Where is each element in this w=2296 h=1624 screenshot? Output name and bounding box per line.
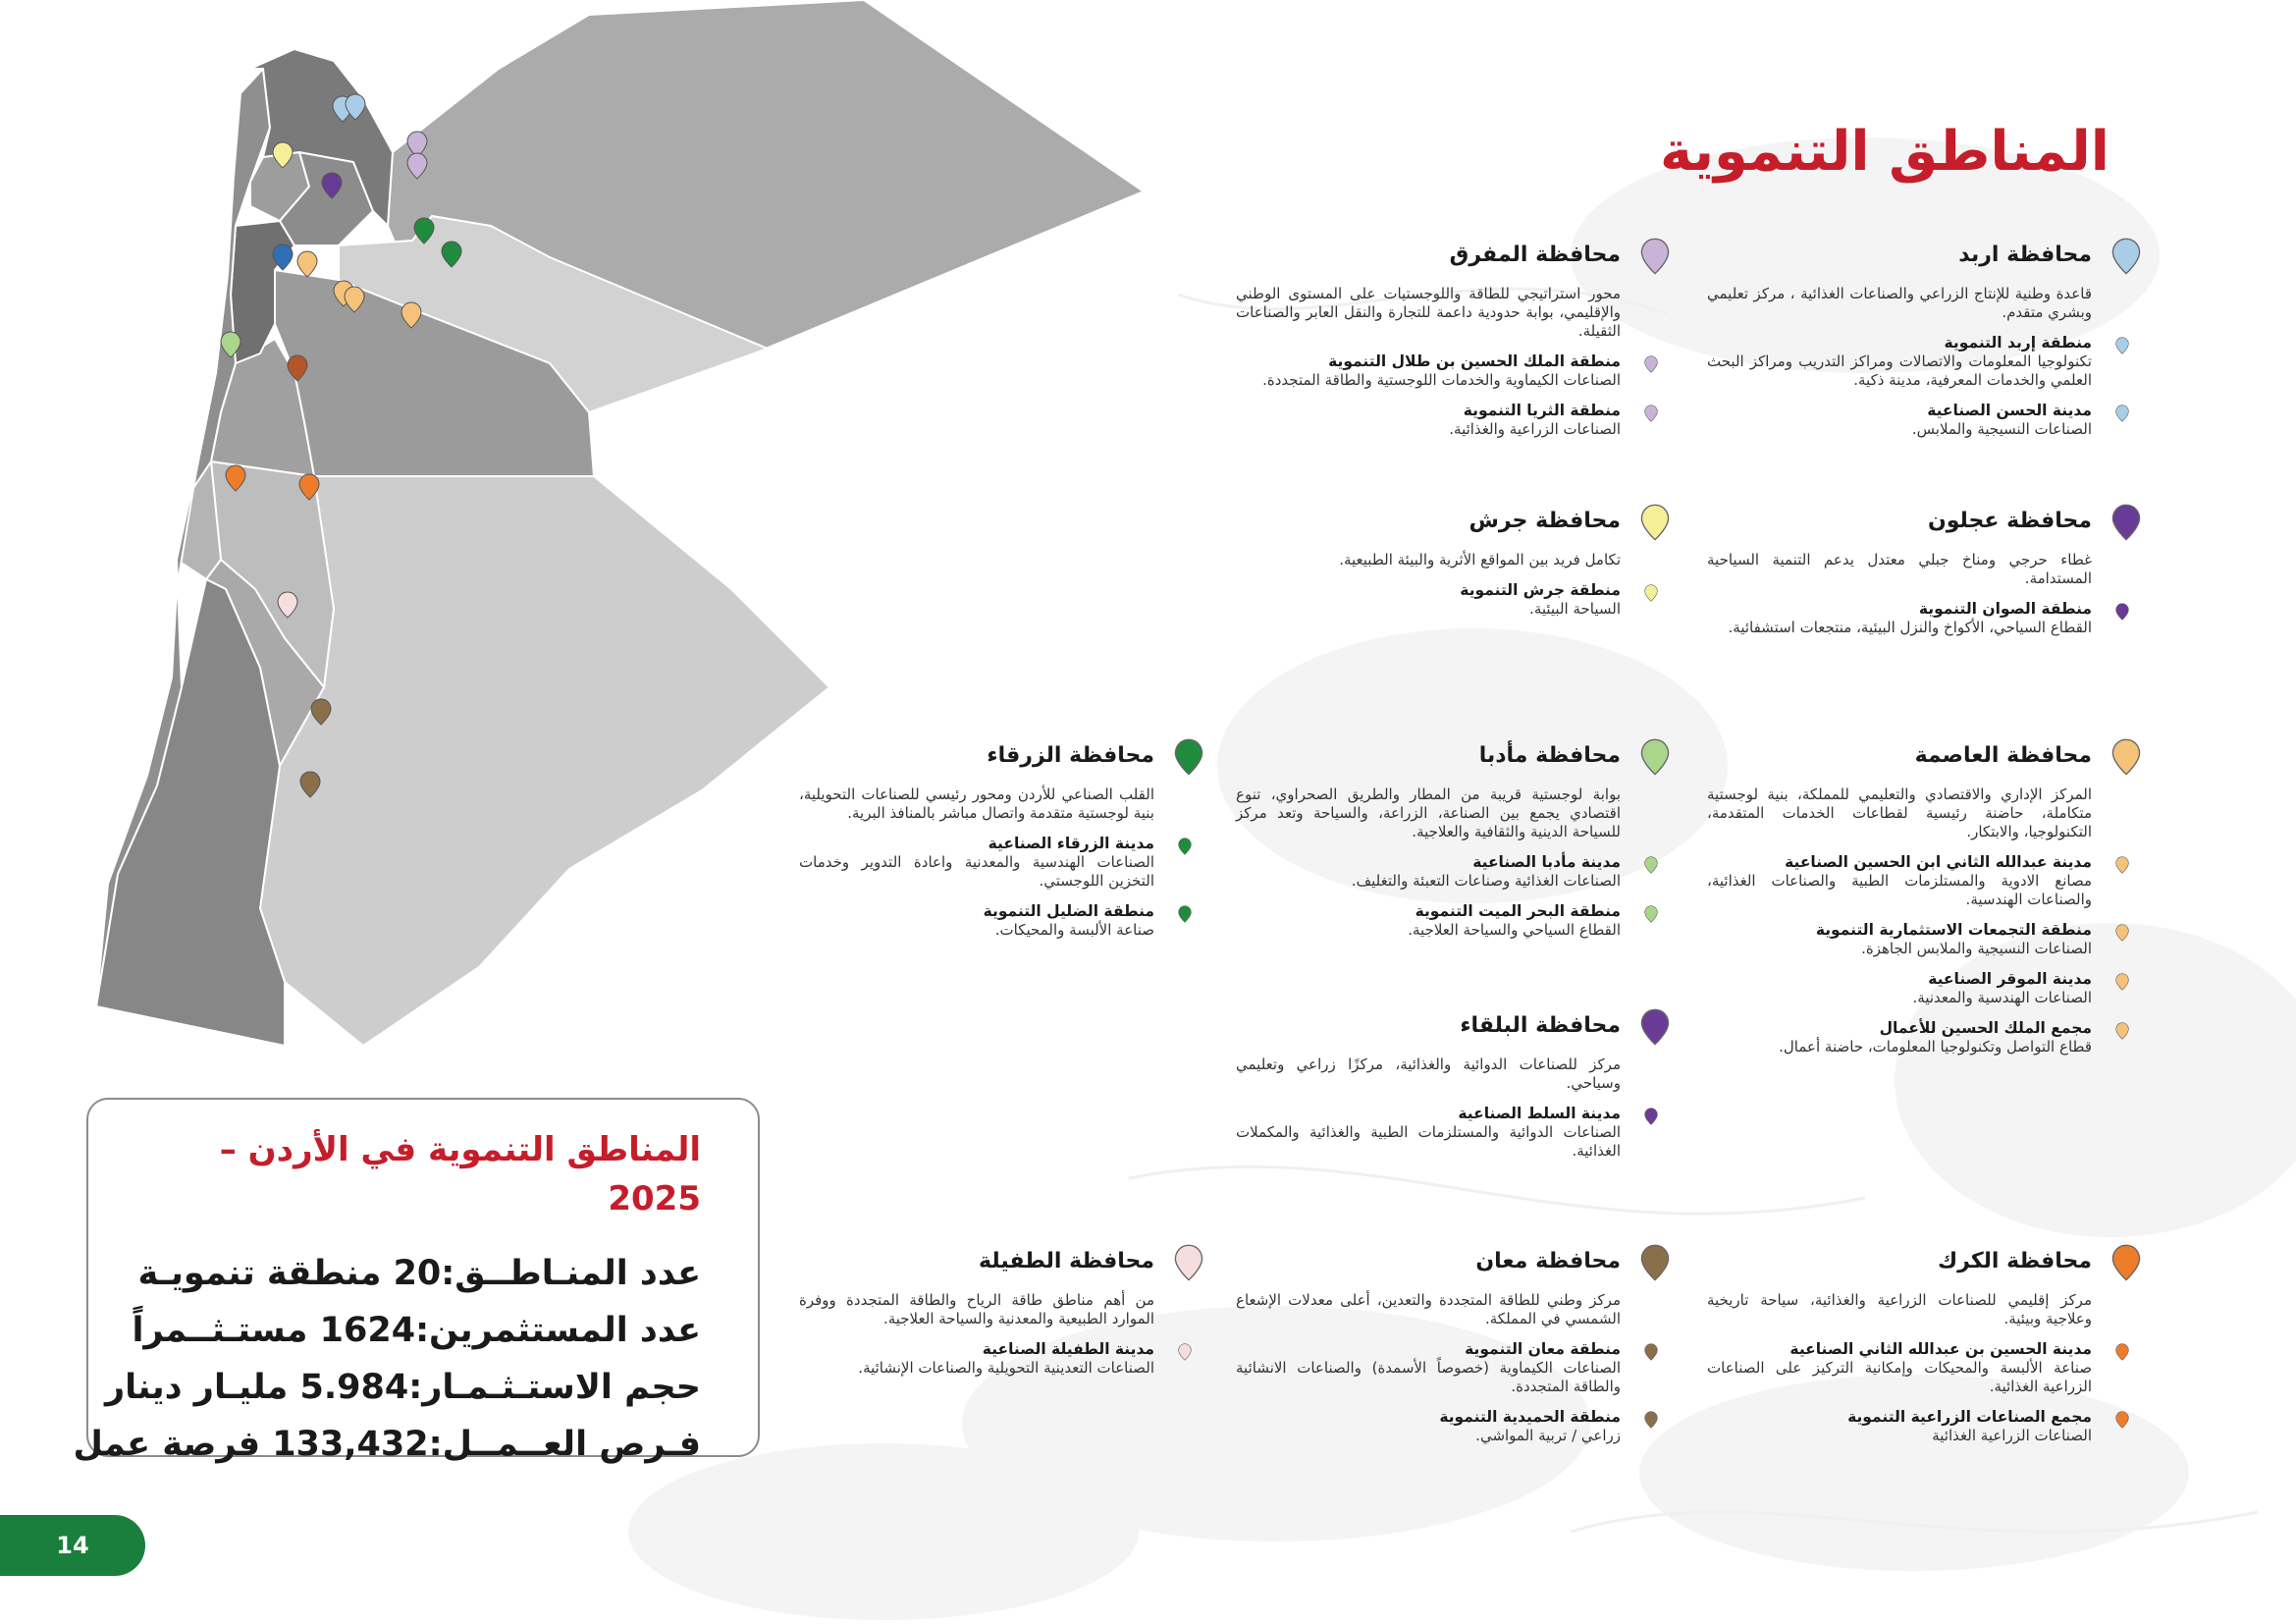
governorate-title: محافظة مأدبا: [1478, 743, 1621, 768]
zone-description: الصناعات الكيماوية (خصوصاً الأسمدة) والصناعات الانشائية والطاقة المتجددة.: [1236, 1359, 1621, 1395]
zone-description: الصناعات الهندسية والمعدنية.: [1912, 989, 2092, 1006]
governorate-title: محافظة عجلون: [1927, 509, 2092, 533]
governorate-header: [1236, 502, 1678, 541]
location-pin-icon: [2111, 738, 2141, 776]
location-pin-icon: [2111, 238, 2141, 275]
zone-description: مصانع الادوية والمستلزمات الطبية والصناعات الغذائية، والصناعات الهندسية.: [1707, 872, 2092, 908]
zone-item: [1707, 1019, 2149, 1056]
governorate-description: المركز الإداري والاقتصادي والتعليمي للمملكة، بنية لوجستية متكاملة، حاضنة رئيسية لقطاعات الخدمات المتقدمة، التكنولوجيا، والابتكار.: [1707, 785, 2092, 840]
governorate-title: محافظة الكرك: [1937, 1249, 2092, 1273]
location-pin-icon: [2111, 1244, 2141, 1281]
governorate-header: [799, 736, 1211, 776]
location-pin-icon: [1644, 405, 1658, 422]
governorate-zarqa: [799, 736, 1211, 940]
location-pin-icon: [2115, 1411, 2129, 1429]
governorate-irbid: [1707, 236, 2149, 439]
governorate-title: محافظة جرش: [1468, 509, 1621, 533]
governorate-header: [1707, 1242, 2149, 1281]
location-pin-icon: [1644, 905, 1658, 923]
governorate-description: مركز للصناعات الدوائية والغذائية، مركزًا زراعي وتعليمي وسياحي.: [1236, 1056, 1621, 1092]
governorate-maan: [1236, 1242, 1678, 1445]
zone-name: منطقة الصوان التنموية: [1918, 600, 2092, 618]
page-title: المناطق التنموية: [1660, 120, 2109, 184]
zone-item: [1236, 853, 1678, 891]
zone-name: مدينة الموقر الصناعية: [1928, 970, 2092, 988]
zone-description: القطاع السياحي والسياحة العلاجية.: [1408, 921, 1621, 939]
governorate-title: محافظة البلقاء: [1460, 1013, 1621, 1038]
governorate-title: محافظة معان: [1475, 1249, 1621, 1273]
zone-description: الصناعات الهندسية والمعدنية واعادة التدوير وخدمات التخزين اللوجستي.: [799, 853, 1154, 890]
zone-item: [1236, 581, 1678, 619]
zone-description: الصناعات الزراعية والغذائية.: [1449, 420, 1621, 438]
location-pin-icon: [1640, 1244, 1670, 1281]
governorate-title: محافظة الزرقاء: [987, 743, 1154, 768]
governorate-description: تكامل فريد بين المواقع الأثرية والبيئة الطبيعية.: [1339, 551, 1621, 568]
zone-name: منطقة جرش التنموية: [1460, 581, 1621, 599]
governorate-jerash: [1236, 502, 1678, 619]
governorate-capital: [1707, 736, 2149, 1056]
zone-name: مدينة الحسن الصناعية: [1927, 402, 2092, 419]
stats-title: المناطق التنموية في الأردن – 2025: [219, 1130, 701, 1218]
zone-description: القطاع السياحي، الأكواخ والنزل البيئية، منتجعات استشفائية.: [1728, 619, 2092, 636]
governorate-description: مركز إقليمي للصناعات الزراعية والغذائية، سياحة تاريخية وعلاجية وبيئية.: [1707, 1291, 2092, 1327]
zone-name: منطقة معان التنموية: [1465, 1340, 1621, 1358]
governorate-ajloun: [1707, 502, 2149, 637]
zone-description: الصناعات الغذائية وصناعات التعبئة والتغليف.: [1351, 872, 1621, 890]
zone-name: منطقة التجمعات الاستثمارية التنموية: [1815, 921, 2092, 939]
governorate-description: من أهم مناطق طاقة الرياح والطاقة المتجددة ووفرة الموارد الطبيعية والمعدنية والسياحة العلاجية.: [799, 1291, 1154, 1327]
stats-box: [73, 1098, 760, 1464]
governorate-header: [799, 1242, 1211, 1281]
zone-item: [799, 1340, 1211, 1378]
zone-name: منطقة البحر الميت التنموية: [1415, 902, 1621, 920]
stat-value: 5.984 مليـار دينار: [104, 1368, 409, 1407]
zone-item: [1707, 853, 2149, 909]
location-pin-icon: [1640, 738, 1670, 776]
governorate-balqa: [1236, 1006, 1678, 1161]
governorate-madaba: [1236, 736, 1678, 940]
governorate-title: محافظة اربد: [1958, 243, 2092, 267]
location-pin-icon: [2115, 337, 2129, 354]
zone-description: الصناعات التعدينية التحويلية والصناعات الإنشائية.: [858, 1359, 1154, 1377]
governorate-header: [1236, 1006, 1678, 1046]
location-pin-icon: [2115, 973, 2129, 991]
governorate-header: [1236, 736, 1678, 776]
stat-label: حجم الاستـثـمـار:: [408, 1368, 701, 1407]
zone-description: زراعي / تربية المواشي.: [1475, 1427, 1621, 1444]
governorate-title: محافظة العاصمة: [1914, 743, 2092, 768]
location-pin-icon: [1178, 838, 1192, 855]
location-pin-icon: [1178, 905, 1192, 923]
location-pin-icon: [1644, 1411, 1658, 1429]
zone-item: [1236, 1408, 1678, 1445]
zone-name: مدينة عبدالله الثاني ابن الحسين الصناعية: [1785, 853, 2092, 871]
zone-item: [1707, 1340, 2149, 1396]
location-pin-icon: [1640, 1008, 1670, 1046]
governorate-header: [1236, 236, 1678, 275]
zone-item: [1236, 352, 1678, 390]
stat-label: عدد المستثمرين:: [415, 1311, 701, 1350]
zone-description: الصناعات الدوائية والمستلزمات الطبية والغذائية والمكملات الغذائية.: [1236, 1123, 1621, 1160]
zone-name: مدينة السلط الصناعية: [1458, 1105, 1621, 1122]
location-pin-icon: [1644, 584, 1658, 602]
location-pin-icon: [2115, 405, 2129, 422]
zone-name: مدينة الزرقاء الصناعية: [988, 835, 1154, 852]
location-pin-icon: [1644, 355, 1658, 373]
location-pin-icon: [2115, 1343, 2129, 1361]
location-pin-icon: [2115, 924, 2129, 942]
zone-item: [1707, 1408, 2149, 1445]
zone-description: صناعة الألبسة والمحيكات وإمكانية التركيز على الصناعات الزراعية الغذائية.: [1707, 1359, 2092, 1395]
zone-item: [1707, 402, 2149, 439]
zone-name: منطقة الملك الحسين بن طلال التنموية: [1328, 352, 1621, 370]
location-pin-icon: [1174, 738, 1203, 776]
zone-item: [1236, 902, 1678, 940]
governorate-description: بوابة لوجستية قريبة من المطار والطريق الصحراوي، تنوع اقتصادي يجمع بين الصناعة، الزراعة، والسياحة وتعد مركز للسياحة الدينية والثقافية والعلاجية.: [1236, 785, 1621, 840]
governorate-title: محافظة المفرق: [1449, 243, 1621, 267]
stat-label: فـرص العــمــل:: [428, 1425, 701, 1464]
zone-name: منطقة الضليل التنموية: [983, 902, 1154, 920]
location-pin-icon: [1640, 238, 1670, 275]
zone-description: الصناعات النسيجية والملابس الجاهزة.: [1861, 940, 2092, 957]
zone-name: مدينة الطفيلة الصناعية: [982, 1340, 1154, 1358]
zone-item: [1236, 1340, 1678, 1396]
location-pin-icon: [1174, 1244, 1203, 1281]
zone-description: الصناعات الكيماوية والخدمات اللوجستية والطاقة المتجددة.: [1262, 371, 1621, 389]
zone-item: [799, 902, 1211, 940]
governorate-header: [1707, 502, 2149, 541]
zone-description: الصناعات النسيجية والملابس.: [1911, 420, 2092, 438]
zone-item: [799, 835, 1211, 891]
zone-name: مجمع الصناعات الزراعية التنموية: [1847, 1408, 2092, 1426]
location-pin-icon: [1644, 1108, 1658, 1125]
location-pin-icon: [2115, 856, 2129, 874]
zone-name: منطقة الحميدية التنموية: [1439, 1408, 1621, 1426]
stat-row-zones: [137, 1245, 701, 1302]
zone-item: [1236, 1105, 1678, 1161]
location-pin-icon: [1644, 1343, 1658, 1361]
zone-item: [1707, 600, 2149, 637]
governorate-description: القلب الصناعي للأردن ومحور رئيسي للصناعات التحويلية، بنية لوجستية متقدمة واتصال مباشر بالمنافذ البرية.: [799, 785, 1154, 822]
stat-label: عدد المنـاطــق:: [441, 1254, 701, 1293]
location-pin-icon: [2115, 603, 2129, 621]
zone-description: الصناعات الزراعية الغذائية: [1932, 1427, 2092, 1444]
stat-row-investment: [104, 1359, 701, 1416]
location-pin-icon: [1178, 1343, 1192, 1361]
zone-name: مدينة الحسين بن عبدالله الثاني الصناعية: [1789, 1340, 2092, 1358]
stat-value: 1624 مستـثــمراً: [132, 1311, 416, 1350]
governorate-header: [1707, 736, 2149, 776]
governorate-mafraq: [1236, 236, 1678, 439]
governorate-description: مركز وطني للطاقة المتجددة والتعدين، أعلى معدلات الإشعاع الشمسي في المملكة.: [1236, 1291, 1621, 1327]
zone-item: [1236, 402, 1678, 439]
location-pin-icon: [2115, 1022, 2129, 1040]
governorate-header: [1707, 236, 2149, 275]
zone-description: السياحة البيئية.: [1529, 600, 1621, 618]
stat-row-jobs: [73, 1416, 701, 1473]
zone-name: منطقة إربد التنموية: [1944, 334, 2092, 352]
stat-value: 20 منطقة تنمويـة: [137, 1254, 442, 1293]
location-pin-icon: [2111, 504, 2141, 541]
governorate-title: محافظة الطفيلة: [979, 1249, 1154, 1273]
governorate-tafilah: [799, 1242, 1211, 1378]
governorate-header: [1236, 1242, 1678, 1281]
zone-item: [1707, 970, 2149, 1007]
zone-name: منطقة الثريا التنموية: [1463, 402, 1621, 419]
location-pin-icon: [1644, 856, 1658, 874]
zone-name: مدينة مأدبا الصناعية: [1472, 853, 1621, 871]
stat-value: 133,432 فرصة عمل: [73, 1425, 429, 1464]
zone-name: مجمع الملك الحسين للأعمال: [1879, 1019, 2092, 1037]
map-region-maan: [260, 476, 829, 1046]
governorate-description: محور استراتيجي للطاقة واللوجستيات على المستوى الوطني والإقليمي، بوابة حدودية داعمة للتجارة والنقل العابر والصناعات الثقيلة.: [1236, 285, 1621, 340]
governorate-description: غطاء حرجي ومناخ جبلي معتدل يدعم التنمية السياحية المستدامة.: [1707, 551, 2092, 587]
stat-row-investors: [132, 1302, 701, 1359]
governorate-description: قاعدة وطنية للإنتاج الزراعي والصناعات الغذائية ، مركز تعليمي وبشري متقدم.: [1707, 285, 2092, 321]
location-pin-icon: [1640, 504, 1670, 541]
zone-item: [1707, 334, 2149, 390]
page-number: 14: [0, 1515, 145, 1576]
zone-item: [1707, 921, 2149, 958]
governorate-karak: [1707, 1242, 2149, 1445]
zone-description: قطاع التواصل وتكنولوجيا المعلومات، حاضنة أعمال.: [1779, 1038, 2092, 1056]
zone-description: صناعة الألبسة والمحيكات.: [994, 921, 1154, 939]
zone-description: تكنولوجيا المعلومات والاتصالات ومراكز التدريب ومراكز البحث العلمي والخدمات المعرفية، مدينة ذكية.: [1707, 352, 2092, 389]
